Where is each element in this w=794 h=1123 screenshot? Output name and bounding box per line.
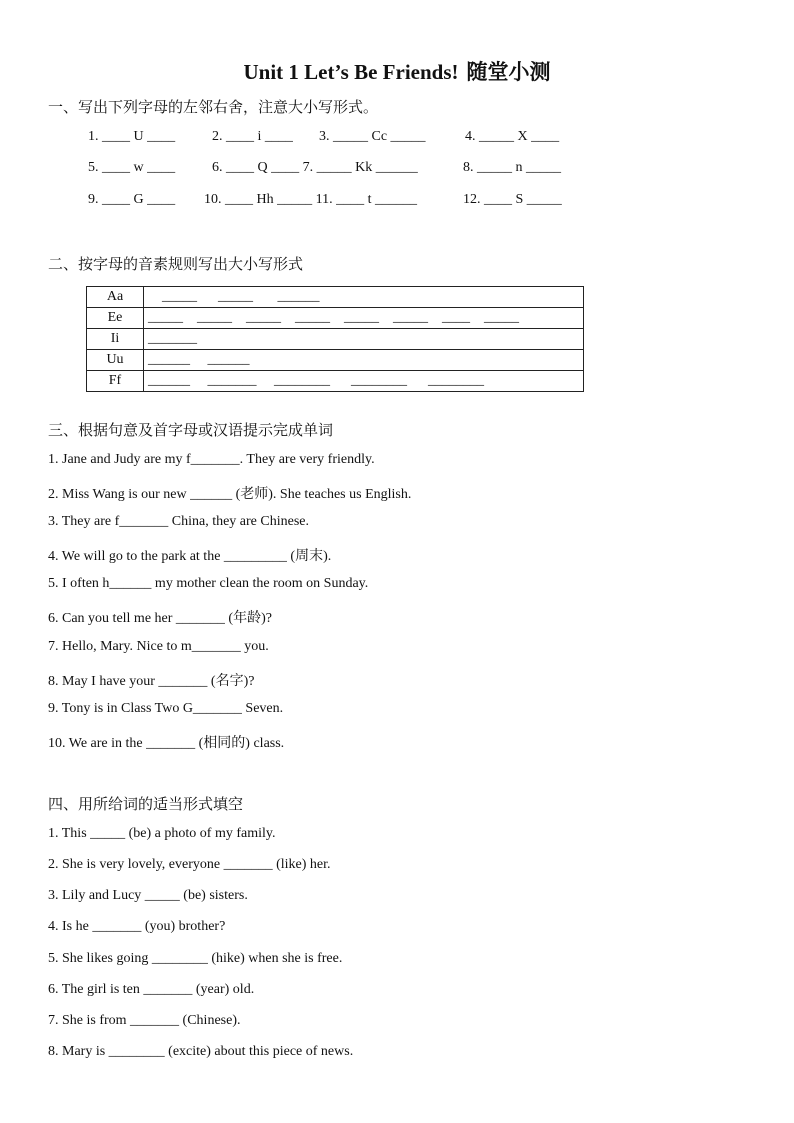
answer-blanks: ______ ______ — [144, 350, 584, 371]
table-row — [87, 287, 584, 308]
title-english: Unit 1 Let’s Be Friends! — [243, 60, 459, 84]
table-row — [87, 371, 584, 392]
question-item: 7. She is from _______ (Chinese). — [48, 1013, 241, 1028]
question-item: 6. The girl is ten _______ (year) old. — [48, 982, 255, 997]
letter-item: 10. ____ Hh _____ 11. ____ t ______ — [204, 192, 417, 207]
answer-blanks: _____ _____ _____ _____ _____ _____ ____ _____ — [144, 308, 584, 329]
answer-blanks: _____ _____ ______ — [144, 287, 584, 308]
question-item: 9. Tony is in Class Two G_______ Seven. — [48, 701, 284, 716]
question-item: 2. She is very lovely, everyone _______ (like) her. — [48, 857, 331, 872]
page-title — [0, 56, 794, 86]
letter-cell: Uu — [87, 350, 144, 371]
answer-blanks: _______ — [144, 329, 584, 350]
letter-item: 3. _____ Cc _____ — [319, 129, 426, 144]
section2-heading: 二、按字母的音素规则写出大小写形式 — [48, 255, 304, 273]
letter-item: 8. _____ n _____ — [463, 160, 561, 175]
question-item: 4. We will go to the park at the _________ (周末). — [48, 549, 332, 564]
question-item: 3. Lily and Lucy _____ (be) sisters. — [48, 888, 248, 903]
question-item: 6. Can you tell me her _______ (年龄)? — [48, 611, 272, 626]
question-item: 1. Jane and Judy are my f_______. They are very friendly. — [48, 452, 375, 467]
letter-cell: Ff — [87, 371, 144, 392]
letter-cell: Ee — [87, 308, 144, 329]
title-chinese: 随堂小测 — [466, 60, 551, 84]
letter-cell: Aa — [87, 287, 144, 308]
table-row — [87, 350, 584, 371]
letter-item: 1. ____ U ____ — [88, 129, 176, 144]
phonics-table — [86, 286, 584, 392]
question-item: 8. May I have your _______ (名字)? — [48, 674, 255, 689]
section3-heading: 三、根据句意及首字母或汉语提示完成单词 — [48, 421, 334, 439]
question-item: 8. Mary is ________ (excite) about this piece of news. — [48, 1044, 354, 1059]
question-item: 3. They are f_______ China, they are Chinese. — [48, 514, 310, 529]
letter-item: 12. ____ S _____ — [463, 192, 562, 207]
question-item: 5. I often h______ my mother clean the room on Sunday. — [48, 576, 369, 591]
table-row — [87, 308, 584, 329]
section4-heading: 四、用所给词的适当形式填空 — [48, 795, 244, 813]
letter-item: 2. ____ i ____ — [212, 129, 293, 144]
answer-blanks: ______ _______ ________ ________ ________ — [144, 371, 584, 392]
table-row — [87, 329, 584, 350]
letter-item: 5. ____ w ____ — [88, 160, 176, 175]
question-item: 10. We are in the _______ (相同的) class. — [48, 736, 285, 751]
question-item: 1. This _____ (be) a photo of my family. — [48, 826, 276, 841]
question-item: 7. Hello, Mary. Nice to m_______ you. — [48, 639, 269, 654]
letter-item: 9. ____ G ____ — [88, 192, 176, 207]
question-item: 4. Is he _______ (you) brother? — [48, 919, 226, 934]
question-item: 2. Miss Wang is our new ______ (老师). She teaches us English. — [48, 487, 412, 502]
section1-heading: 一、写出下列字母的左邻右舍，注意大小写形式。 — [48, 98, 379, 116]
letter-item: 4. _____ X ____ — [465, 129, 560, 144]
letter-cell: Ii — [87, 329, 144, 350]
question-item: 5. She likes going ________ (hike) when she is free. — [48, 951, 343, 966]
letter-item: 6. ____ Q ____ 7. _____ Kk ______ — [212, 160, 418, 175]
